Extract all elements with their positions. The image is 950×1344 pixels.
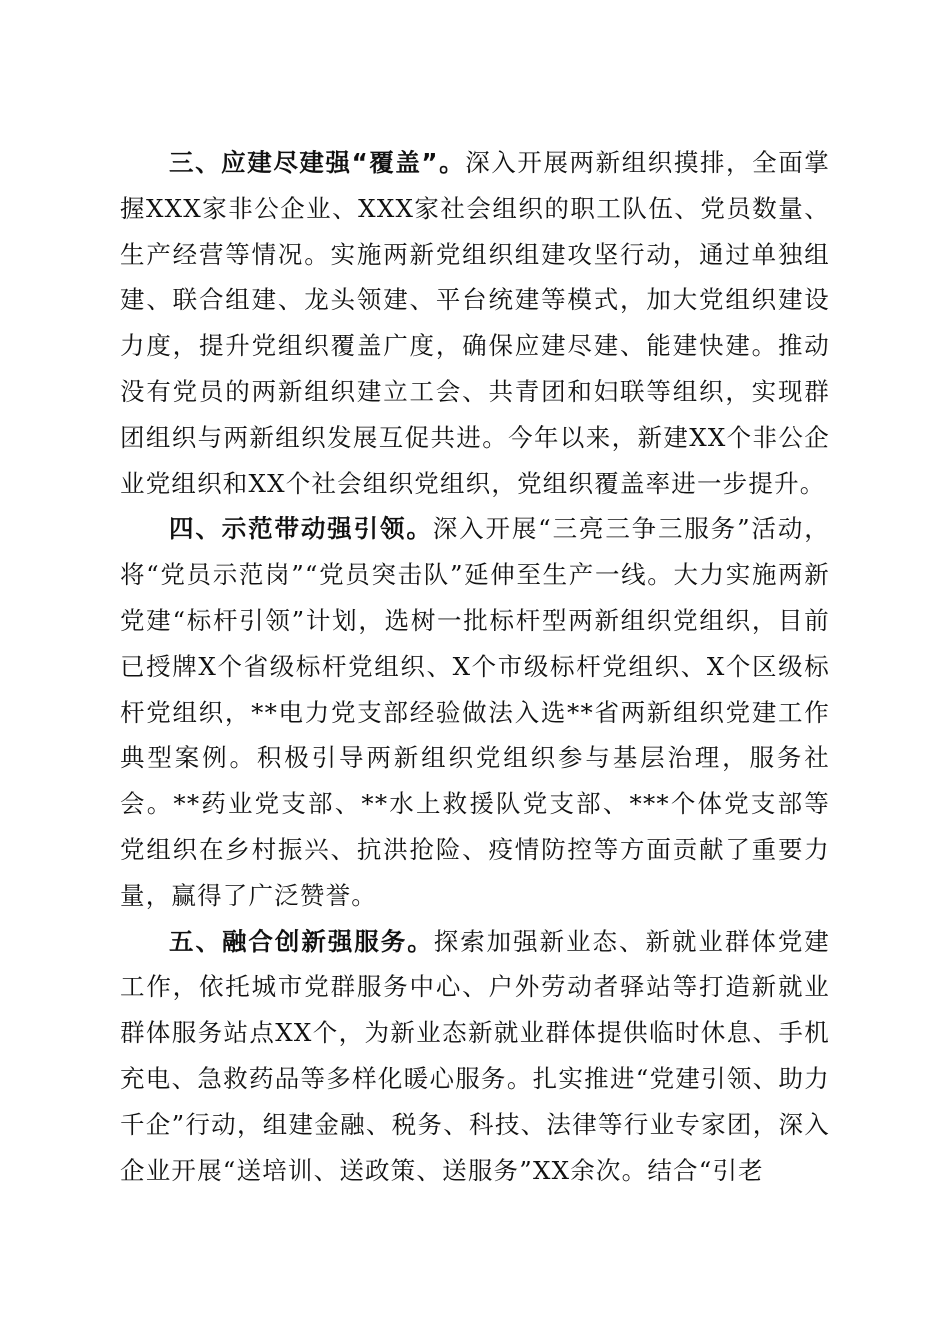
document-body	[120, 140, 830, 1193]
paragraph-text: 深入开展“三亮三争三服务”活动，将“党员示范岗”“党员突击队”延伸至生产一线。大力实施两新党建“标杆引领”计划，选树一批标杆型两新组织党组织，目前已授牌X个省级标杆党组织、X个市级标杆党组织、X个区级标杆党组织，**电力党支部经验做法入选**省两新组织党建工作典型案例。积极引导两新组织党组织参与基层治理，服务社会。**药业党支部、**水上救援队党支部、***个体党支部等党组织在乡村振兴、抗洪抢险、疫情防控等方面贡献了重要力量，赢得了广泛赞誉。	[120, 514, 831, 910]
paragraph-leadership	[120, 506, 830, 918]
paragraph-heading: 五、融合创新强服务。	[169, 926, 434, 956]
paragraph-heading: 三、应建尽建强“覆盖”。	[169, 148, 466, 177]
paragraph-text: 探索加强新业态、新就业群体党建工作，依托城市党群服务中心、户外劳动者驿站等打造新就业群体服务站点XX个，为新业态新就业群体提供临时休息、手机充电、急救药品等多样化暖心服务。扎实推进“党建引领、助力千企”行动，组建金融、税务、科技、法律等行业专家团，深入企业开展“送培训、送政策、送服务”XX余次。结合“引老	[120, 926, 831, 1185]
paragraph-heading: 四、示范带动强引领。	[169, 514, 433, 544]
paragraph-text: 深入开展两新组织摸排，全面掌握XXX家非公企业、XXX家社会组织的职工队伍、党员数量、生产经营等情况。实施两新党组织组建攻坚行动，通过单独组建、联合组建、龙头领建、平台统建等模式，加大党组织建设力度，提升党组织覆盖广度，确保应建尽建、能建快建。推动没有党员的两新组织建立工会、共青团和妇联等组织，实现群团组织与两新组织发展互促共进。今年以来，新建XX个非公企业党组织和XX个社会组织党组织，党组织覆盖率进一步提升。	[120, 148, 830, 498]
paragraph-coverage	[120, 140, 830, 506]
paragraph-service	[120, 919, 830, 1194]
